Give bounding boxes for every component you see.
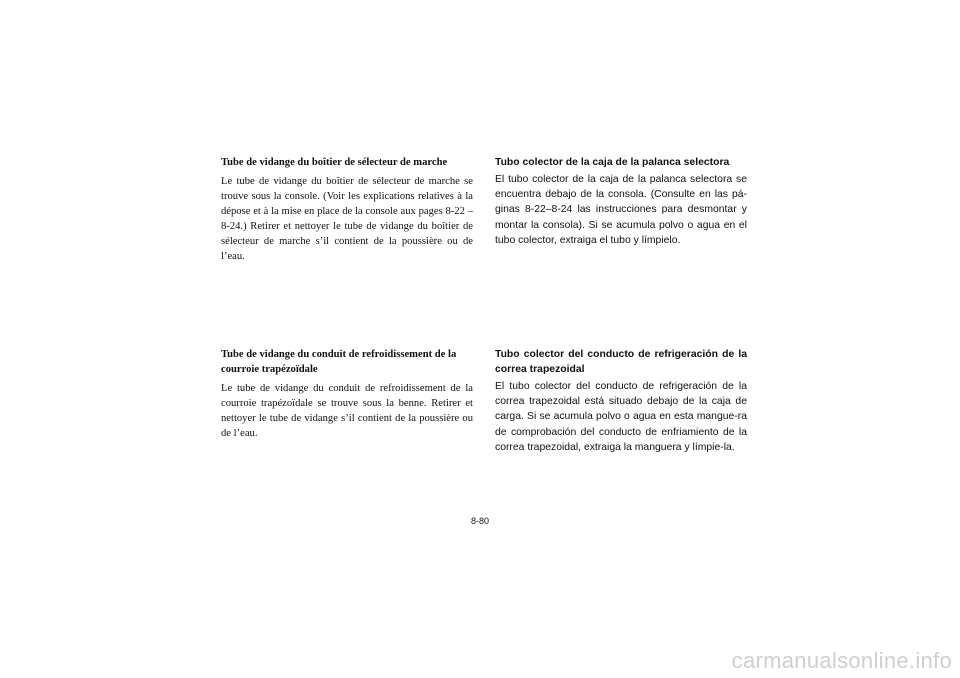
section-title: Tubo colector de la caja de la palanca selectora <box>495 157 730 168</box>
section-body: El tubo colector de la caja de la palanca selectora se encuentra debajo de la consola. (Consulte en las pá-ginas 8-22–8-24 las instrucciones para desmontar y montar la consola). Si se acumula polvo o agua en el tubo colector, extraiga el tubo y límpielo. <box>495 174 747 246</box>
section-title: Tubo colector del conducto de refrigeración de la correa trapezoidal <box>495 349 747 375</box>
section-body: El tubo colector del conducto de refrigeración de la correa trapezoidal está situado debajo de la caja de carga. Si se acumula polvo o agua en esta mangue-ra de comprobación del conducto de enfriamiento de la correa trapezoidal, extraiga la manguera y límpie-la. <box>495 381 747 453</box>
section-title: Tube de vidange du conduit de refroidissement de la courroie trapézoïdale <box>221 349 457 375</box>
page-number: 8-80 <box>470 516 489 526</box>
section-fr-belt-drain <box>221 347 473 441</box>
section-title: Tube de vidange du boîtier de sélecteur de marche <box>221 157 448 168</box>
watermark: carmanualsonline.info <box>731 648 952 673</box>
section-body: Le tube de vidange du conduit de refroidissement de la courroie trapézoïdale se trouve sous la benne. Retirer et nettoyer le tube de vidange s’il contient de la poussière ou de l’eau. <box>221 383 473 440</box>
section-es-shift-drain <box>495 155 747 248</box>
section-body: Le tube de vidange du boîtier de sélecteur de marche se trouve sous la console. (Voir les explications relatives à la dépose et à la mise en place de la console aux pages 8-22 – 8-24.) Retirer et nettoyer le tube de vidange du boîtier de sélecteur de marche s’il contient de la poussière ou de l’eau. <box>221 176 473 263</box>
section-es-belt-drain <box>495 347 747 455</box>
section-fr-shift-drain <box>221 155 473 265</box>
